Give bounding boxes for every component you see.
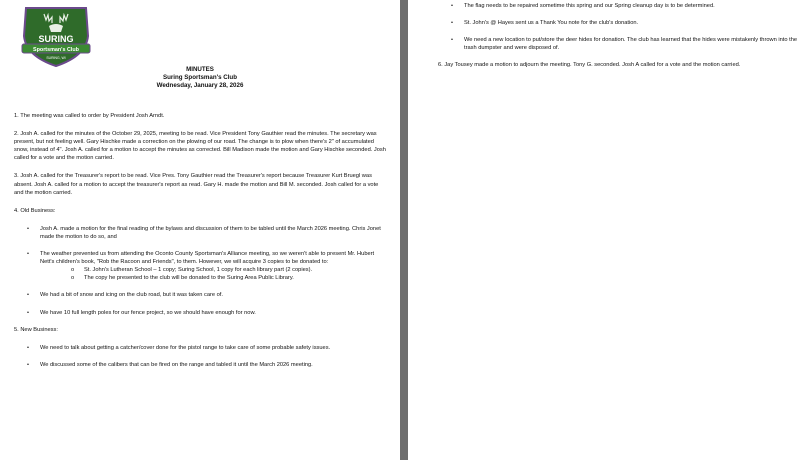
list-item: • We have 10 full length poles for our fence project, so we should have enough for now. xyxy=(27,309,256,316)
header-title: MINUTES xyxy=(186,66,214,73)
document-page-right xyxy=(408,0,810,460)
header-club-name: Suring Sportsman's Club xyxy=(162,74,237,82)
header-date: Wednesday, January 28, 2026 xyxy=(156,82,244,90)
heading-old-business: 4. Old Business: xyxy=(14,207,56,214)
paragraph-adjourn: 6. Jay Tousey made a motion to adjourn the meeting. Tony G. seconded. Josh A called for a vote and the motion carried. xyxy=(438,62,741,69)
bullet-icon: • xyxy=(27,292,29,299)
logo-top-text: SURING xyxy=(38,34,74,44)
bullet-icon: • xyxy=(27,225,29,232)
list-item: • We had a bit of snow and icing on the club road, but it was taken care of. xyxy=(27,292,223,299)
paragraph-minutes-reading: 2. Josh A. called for the minutes of the October 29, 2025, meeting to be read. Vice President Tony Gauthier read the minutes. The secretary was present, but not feeling well. Gary Hischke made a correction on the plowing of our road. The change is to plow when there's 2" of accumulated snow, instead of 4". Josh A. called for a motion to accept the minutes as corrected. Bill Madison made the motion and Gary Hischke seconded. Josh called for a vote and the motion carried. xyxy=(14,131,386,162)
bullet-icon: • xyxy=(27,344,29,351)
sub-list-item: o The copy he presented to the club will be donated to the Suring Area Public Library. xyxy=(71,275,294,282)
list-item: • The weather prevented us from attending the Oconto County Sportsman's Alliance meeting, so we weren't able to present Mr. Hubert Nett's children's book, "Rob the Racoon and Friends", to them. However, we will acquire 3 copies to be donated to: o St. John's Lutheran School – 1 copy; Suring School, 1 copy for each library part (2 copies). o The copy he presented to the club will be donated to the Suring Area Public Library. xyxy=(40,250,388,282)
bullet-icon: • xyxy=(27,361,29,368)
minutes-body-left xyxy=(14,112,388,378)
old-business-list xyxy=(14,225,388,317)
list-item: • We need to talk about getting a catcher/cover done for the pistol range to take care of some probable safety issues. xyxy=(27,344,331,351)
document-page-left xyxy=(0,0,400,460)
new-business-list-continued xyxy=(438,2,800,52)
bullet-icon: • xyxy=(27,309,29,316)
list-item: • We discussed some of the calibers that can be fired on the range and tabled it until the March 2026 meeting. xyxy=(27,361,313,368)
list-item: • St. John's @ Hayes sent us a Thank You note for the club's donation. xyxy=(451,20,639,27)
bullet-icon: • xyxy=(451,20,453,27)
sub-list xyxy=(40,266,388,282)
logo-deer-icon xyxy=(49,24,63,32)
heading-new-business: 5. New Business: xyxy=(14,326,58,333)
paragraph-call-to-order: 1. The meeting was called to order by President Josh Arndt. xyxy=(14,113,165,119)
club-logo xyxy=(16,4,96,70)
bullet-icon: • xyxy=(27,251,29,258)
circle-bullet-icon: o xyxy=(71,275,75,282)
paragraph-treasurer-report: 3. Josh A. called for the Treasurer's report to be read. Vice Pres. Tony Gauthier read the Treasurer's report because Treasurer Kurt Bruegl was absent. Josh A. called for a motion to accept the treasurer's report as read. Gary H. made the motion and Bill M. seconded. Josh called for a vote and the motion carried. xyxy=(14,173,379,196)
bullet-icon: • xyxy=(451,3,453,9)
sub-list-item: o St. John's Lutheran School – 1 copy; Suring School, 1 copy for each library part (2 copies). xyxy=(71,267,313,274)
list-item: • The flag needs to be repaired sometime this spring and our Spring cleanup day is to be determined. xyxy=(451,3,715,9)
new-business-list xyxy=(14,344,388,369)
bullet-icon: • xyxy=(451,37,453,44)
minutes-body-right xyxy=(438,2,800,79)
logo-small-text: SURING, WI xyxy=(46,56,66,60)
minutes-header xyxy=(0,66,400,91)
list-item: • We need a new location to put/store the deer hides for donation. The club has learned that the hides were mistakenly thrown into the trash dumpster and were disposed of. xyxy=(451,37,798,52)
circle-bullet-icon: o xyxy=(71,267,75,274)
logo-banner-text: Sportsman's Club xyxy=(33,47,79,53)
list-item: • Josh A. made a motion for the final reading of the bylaws and discussion of them to be tabled until the March 2026 meeting. Chris Jonet made the motion to do so, and xyxy=(27,225,381,240)
